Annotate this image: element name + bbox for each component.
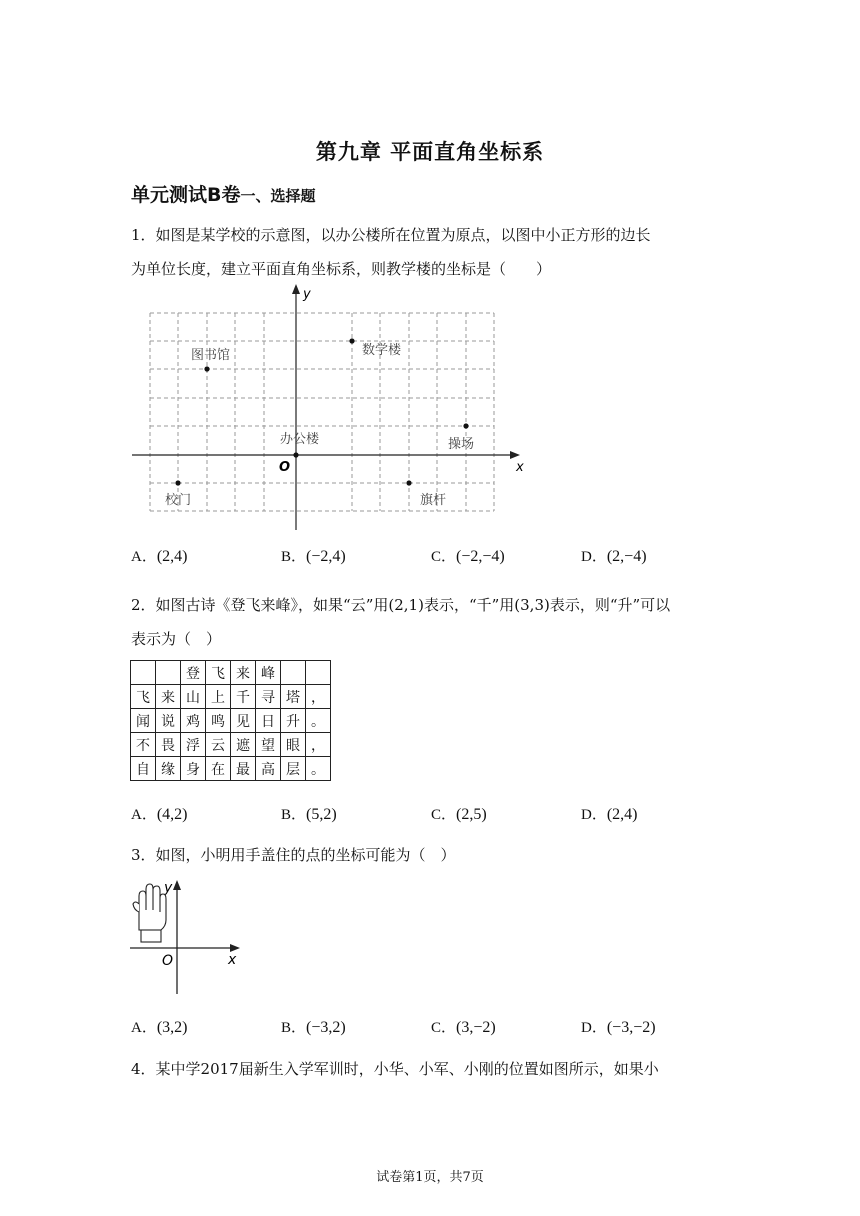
poem-row — [131, 685, 331, 709]
math-building-point — [349, 338, 354, 343]
y-axis-label: y — [303, 287, 311, 302]
poem-cell: 寻 — [256, 685, 281, 709]
poem-cell: 不 — [131, 733, 156, 757]
q2-option-b[interactable]: B．(5,2) — [281, 806, 337, 823]
playground-point — [463, 423, 468, 428]
poem-cell: 飞 — [131, 685, 156, 709]
poem-cell: 闻 — [131, 709, 156, 733]
poem-cell: 望 — [256, 733, 281, 757]
q3-option-d[interactable]: D．(−3,−2) — [581, 1019, 656, 1036]
poem-cell — [306, 661, 331, 685]
poem-cell: 见 — [231, 709, 256, 733]
poem-cell: 来 — [231, 661, 256, 685]
x-axis-arrow-icon — [510, 451, 520, 459]
poem-cell — [156, 661, 181, 685]
q2-option-a[interactable]: A．(4,2) — [131, 806, 188, 823]
poem-cell: 最 — [231, 757, 256, 781]
section-heading — [131, 180, 316, 207]
page-footer: 试卷第1页，共7页 — [376, 1170, 484, 1185]
poem-cell: 塔 — [281, 685, 306, 709]
q1-option-b[interactable]: B．(−2,4) — [281, 548, 346, 565]
poem-cell: 遮 — [231, 733, 256, 757]
poem-cell: 日 — [256, 709, 281, 733]
q3-text-line1: 3．如图，小明用手盖住的点的坐标可能为（ ） — [131, 846, 456, 864]
playground-label: 操场 — [448, 437, 475, 452]
poem-cell: 。 — [306, 757, 331, 781]
poem-cell: 山 — [181, 685, 206, 709]
poem-cell: 飞 — [206, 661, 231, 685]
poem-row — [131, 661, 331, 685]
q3-option-a[interactable]: A．(3,2) — [131, 1019, 188, 1036]
poem-row — [131, 709, 331, 733]
poem-cell: ， — [306, 733, 331, 757]
poem-cell: 升 — [281, 709, 306, 733]
hand-axes-figure — [128, 874, 252, 998]
q1-option-d[interactable]: D．(2,−4) — [581, 548, 647, 565]
poem-cell: 说 — [156, 709, 181, 733]
poem-row — [131, 733, 331, 757]
poem-row — [131, 757, 331, 781]
x-axis-arrow-icon — [230, 944, 240, 952]
poem-cell: 鸡 — [181, 709, 206, 733]
origin-label: O — [162, 953, 174, 969]
library-label: 图书馆 — [191, 348, 231, 363]
q2-option-c[interactable]: C．(2,5) — [431, 806, 487, 823]
q3-option-c[interactable]: C．(3,−2) — [431, 1019, 496, 1036]
q1-text-line2: 为单位长度，建立平面直角坐标系，则教学楼的坐标是（ ） — [131, 260, 552, 278]
q1-option-a[interactable]: A．(2,4) — [131, 548, 188, 565]
poem-cell: 缘 — [156, 757, 181, 781]
flagpole-point — [406, 480, 411, 485]
y-axis-arrow-icon — [173, 880, 181, 890]
q3-option-b[interactable]: B．(−3,2) — [281, 1019, 346, 1036]
poem-cell: 来 — [156, 685, 181, 709]
poem-cell: 层 — [281, 757, 306, 781]
y-axis-label: y — [164, 880, 173, 896]
poem-cell: 畏 — [156, 733, 181, 757]
poem-cell: 自 — [131, 757, 156, 781]
y-axis-arrow-icon — [292, 284, 300, 294]
library-point — [204, 366, 209, 371]
section-main: 单元测试B卷 — [131, 184, 241, 206]
math-building-label: 数学楼 — [362, 343, 402, 358]
poem-cell: 登 — [181, 661, 206, 685]
hand-icon — [133, 884, 166, 942]
origin-label: O — [279, 460, 291, 475]
poem-cell: 身 — [181, 757, 206, 781]
poem-cell: 云 — [206, 733, 231, 757]
q1-text-line1: 1．如图是某学校的示意图，以办公楼所在位置为原点，以图中小正方形的边长 — [131, 226, 651, 244]
poem-cell: 千 — [231, 685, 256, 709]
poem-cell: 眼 — [281, 733, 306, 757]
poem-cell: 上 — [206, 685, 231, 709]
map-grid — [150, 313, 494, 511]
page-title: 第九章 平面直角坐标系 — [315, 140, 545, 164]
q4-text-line1: 4．某中学2017届新生入学军训时，小华、小军、小刚的位置如图所示，如果小 — [131, 1060, 659, 1078]
office-label: 办公楼 — [280, 432, 320, 447]
q2-text-line2: 表示为（ ） — [131, 630, 222, 648]
gate-label: 校门 — [165, 493, 192, 508]
poem-cell: 高 — [256, 757, 281, 781]
x-axis-label: x — [516, 460, 524, 475]
poem-cell — [281, 661, 306, 685]
school-map-figure — [128, 284, 528, 534]
q2-option-d[interactable]: D．(2,4) — [581, 806, 638, 823]
x-axis-label: x — [228, 952, 237, 968]
poem-cell: 鸣 — [206, 709, 231, 733]
poem-cell: 峰 — [256, 661, 281, 685]
q2-text-line1: 2．如图古诗《登飞来峰》，如果“云”用(2,1)表示，“千”用(3,3)表示，则“升”可以 — [131, 596, 671, 614]
section-sub: 一、选择题 — [240, 187, 316, 205]
gate-point — [175, 480, 180, 485]
poem-cell: 在 — [206, 757, 231, 781]
q1-option-c[interactable]: C．(−2,−4) — [431, 548, 505, 565]
flagpole-label: 旗杆 — [420, 493, 447, 508]
office-point — [293, 452, 298, 457]
poem-cell: 。 — [306, 709, 331, 733]
poem-cell: 浮 — [181, 733, 206, 757]
poem-grid — [130, 660, 331, 781]
poem-cell — [131, 661, 156, 685]
poem-cell: ， — [306, 685, 331, 709]
